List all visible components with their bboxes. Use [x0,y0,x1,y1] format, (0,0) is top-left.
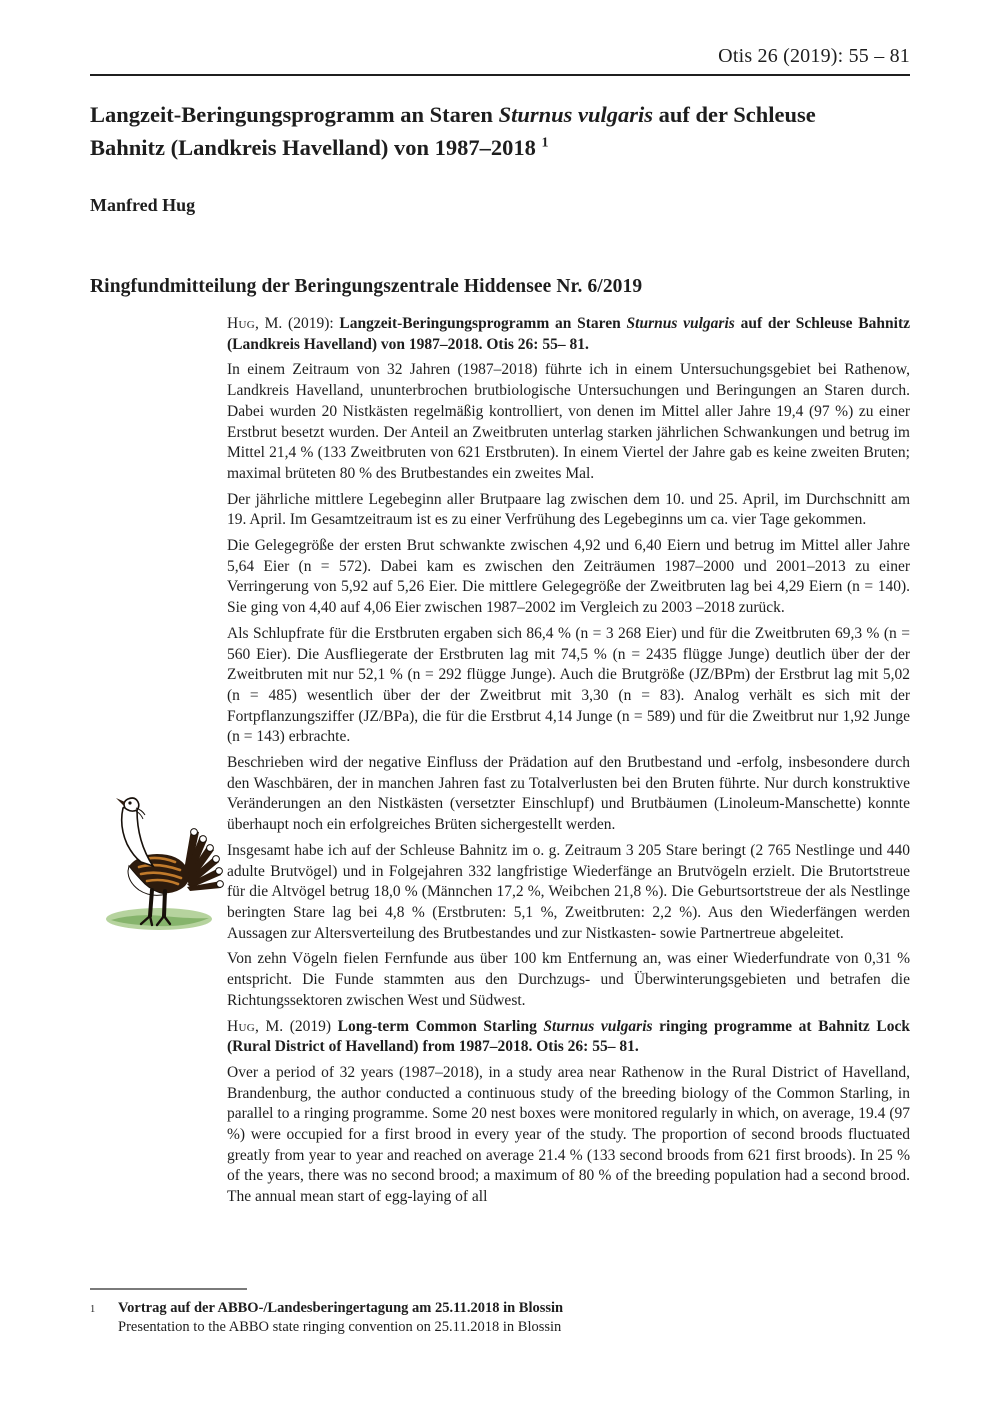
section-heading: Ringfundmitteilung der Beringungszentrale Hiddensee Nr. 6/2019 [90,276,643,297]
citation-german: Hug, M. (2019): Langzeit-Beringungsprogramm an Staren Sturnus vulgaris auf der Schleuse Bahnitz (Landkreis Havelland) von 1987–2018. Otis 26: 55– 81. [227,315,910,353]
footnote-text [118,1299,563,1337]
great-bustard-icon [95,792,227,934]
header-rule [90,74,910,76]
abstract-de-paragraph: Als Schlupfrate für die Erstbruten ergaben sich 86,4 % (n = 3 268 Eier) und für die Zweitbruten 69,3 % (n = 560 Eier). Die Ausfliegerate der Erstbruten lag mit 74,5 % (n = 2435 flügge Junge) deutlich über der der Zweitbruten mit nur 52,1 % (n = 292 flügge Junge). Auch die Brutgröße (JZ/BPm) der Erstbrut lag mit 5,02 (n = 485) wesentlich über der der Zweitbrut mit 3,30 (n = 83). Analog verhält es sich mit der Fortpflanzungsziffer (JZ/BPa), die für die Erstbrut 4,14 Junge (n = 589) und für die Zweitbrut nur 1,92 Junge (n = 143) erbrachte. [227,624,910,746]
bird-body [128,854,189,895]
journal-reference: Otis 26 (2019): 55 – 81 [718,45,910,67]
footnote-line-german: Vortrag auf der ABBO-/Landesberingertagung am 25.11.2018 in Blossin [118,1300,564,1316]
abstract-de-paragraph: Von zehn Vögeln fielen Fernfunde aus über 100 km Entfernung an, was einer Wiederfundrate von 0,31 % entspricht. Die Funde stammten aus den Durchzugs- und Überwinterungsgebieten und betrafen die Richtungssektoren zwischen West und Südwest. [227,950,910,1009]
great-bustard-illustration [95,792,227,934]
bird-head [116,798,153,866]
citation-english: Hug, M. (2019) Long-term Common Starling Sturnus vulgaris ringing programme at Bahnitz Lock (Rural District of Havelland) from 1987–2018. Otis 26: 55– 81. [227,1017,910,1056]
abstract-de-paragraph: In einem Zeitraum von 32 Jahren (1987–2018) führte ich in einem Untersuchungsgebiet bei Rathenow, Landkreis Havelland, ununterbrochen brutbiologische Untersuchungen und Beringungen an Staren durch. Dabei wurden 20 Nistkästen regelmäßig kontrolliert, von denen im Mittel aller Jahre 19,4 (97 %) zu einer Erstbrut besetzt wurden. Der Anteil an Zweitbruten unterlag starken jährlichen Schwankungen und betrug im Mittel 21,4 % (133 Zweitbruten von 621 Erstbruten). In einem Viertel der Jahre gab es keine zweiten Bruten; maximal brüteten 80 % des Brutbestandes ein zweites Mal. [227,361,910,482]
abstract-de-paragraph: Insgesamt habe ich auf der Schleuse Bahnitz im o. g. Zeitraum 3 205 Stare beringt (2 765 Nestlinge und 440 adulte Brutvögel) und in Folgejahren 332 langfristige Wiederfänge an Brutvögeln erzielt. Die Brutortstreue für die Altvögel betrug 18,0 % (Männchen 17,2 %, Weibchen 21,8 %). Die Geburtsortstreue der als Nestlinge beringten Stare lag bei 4,8 % (Erstbruten: 5,1 %, Zweitbruten: 2,2 %). Aus den Wiederfängen werden Aussagen zur Altersverteilung des Brutbestandes und zur Nistkasten- sowie Partnertreue abgeleitet. [227,841,910,942]
abstract-de-paragraph: Beschrieben wird der negative Einfluss der Prädation auf den Brutbestand und -erfolg, insbesondere durch den Waschbären, der in manchen Jahren fast zu Totalverlusten bei den Bruten führte. Nur durch konstruktive Veränderungen an den Nistkästen (versetzter Einschlupf) und Brutbäumen (Linoleum-Manschette) konnte überhaupt noch ein erfolgreiches Brüten sichergestellt werden. [227,754,910,834]
footnote-rule [90,1288,247,1290]
abstract-de-paragraph: Der jährliche mittlere Legebeginn aller Brutpaare lag zwischen dem 10. und 25. April, im Durchschnitt am 19. April. Im Gesamtzeitraum ist es zu einer Verfrühung des Legebeginns um ca. vier Tage gekommen. [227,490,910,529]
tail-fan [183,829,223,891]
footnote-marker: 1 [90,1304,96,1315]
author-name: Manfred Hug [90,195,196,215]
article-title: Langzeit-Beringungsprogramm an Staren Sturnus vulgaris auf der Schleuse Bahnitz (Landkreis Havelland) von 1987–2018 $^1$ [90,102,816,160]
footnote [90,1288,910,1337]
abstract-block [227,314,910,1208]
abstract-de-paragraph: Die Gelegegröße der ersten Brut schwankte zwischen 4,92 und 6,40 Eiern und betrug im Mittel aller Jahre 5,64 Eier (n = 572). Dabei kam es zwischen den Zeiträumen 1987–2000 und 2001–2013 zu einer Verringerung von 5,92 auf 5,26 Eier. Die mittlere Gelegegröße der Zweitbruten lag bei 4,29 Eiern (n = 140). Sie ging von 4,40 auf 4,06 Eier zwischen 1987–2002 im Vergleich zu 2003 –2018 zurück. [227,537,910,617]
abstract-en-paragraph: Over a period of 32 years (1987–2018), in a study area near Rathenow in the Rural District of Havelland, Brandenburg, the author conducted a continuous study of the breeding biology of the Common Starling, in parallel to a ringing programme. Some 20 nest boxes were monitored regularly in which, on average, 19.4 (97 %) were occupied for a first brood in every year of the study. The proportion of second broods fluctuated greatly from year to year and reached on average 21.4 % (133 second broods from 621 first broods). In 25 % of the years, there was no second brood; a maximum of 80 % of the breeding population had a second brood. The annual mean start of egg-laying of all [227,1063,910,1206]
footnote-line-english: Presentation to the ABBO state ringing convention on 25.11.2018 in Blossin [118,1319,562,1335]
